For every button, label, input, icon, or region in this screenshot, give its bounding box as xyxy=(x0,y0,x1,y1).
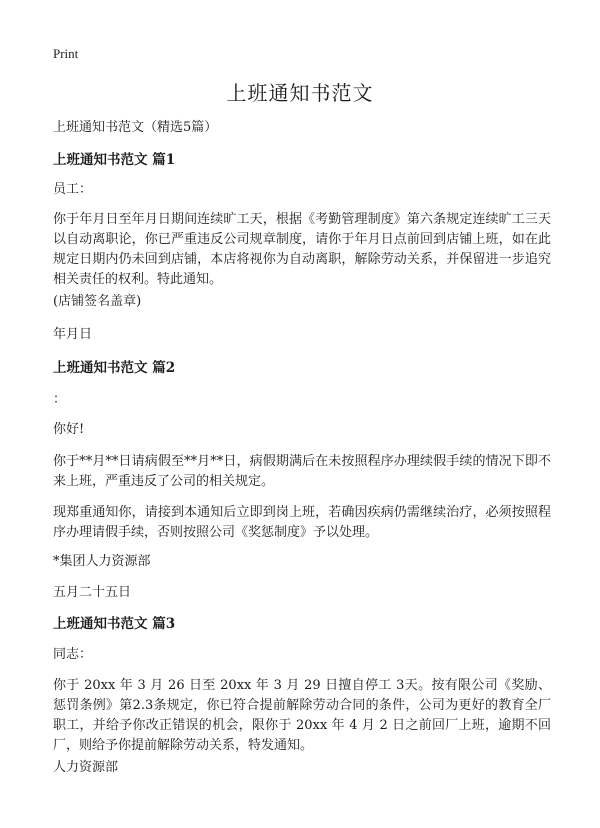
signature: *集团人力资源部 xyxy=(53,554,151,569)
signature: 人力资源部 xyxy=(53,760,119,775)
section-heading: 上班通知书范文 篇1 xyxy=(53,152,176,168)
section-heading: 上班通知书范文 篇2 xyxy=(53,360,176,376)
document-title: 上班通知书范文 xyxy=(226,81,374,105)
document-subtitle: 上班通知书范文（精选5篇） xyxy=(53,120,218,135)
paragraph: 你于年月日至年月日期间连续旷工天，根据《考勤管理制度》第六条规定连续旷工三天以自动离职论，你已严重违反公司规章制度，请你于年月日点前回到店铺上班，如在此规定日期内仍未回到店铺，本店将视你为自动离职，解除劳动关系，并保留进一步追究相关责任的权利。特此通知。 xyxy=(53,212,551,287)
paragraph: 现郑重通知你，请接到本通知后立即到岗上班，若确因疾病仍需继续治疗，必须按照程序办理请假手续，否则按照公司《奖惩制度》予以处理。 xyxy=(53,505,551,540)
salutation: ： xyxy=(53,392,67,407)
print-link[interactable]: Print xyxy=(53,46,79,61)
signature: (店铺签名盖章) xyxy=(53,294,142,309)
section-heading: 上班通知书范文 篇3 xyxy=(53,616,176,632)
paragraph: 你于 20xx 年 3 月 26 日至 20xx 年 3 月 29 日擅自停工 3天。按有限公司《奖励、惩罚条例》第2.3条规定，你已符合提前解除劳动合同的条件，公司为更好的教育全厂职工，并给予你改正错误的机会，限你于 20xx 年 4 月 2 日之前回厂上班，逾期不回厂，则给予你提前解除劳动关系，特发通知。 xyxy=(53,678,551,753)
date: 五月二十五日 xyxy=(53,585,132,600)
paragraph: 你于**月**日请病假至**月**日，病假期满后在未按照程序办理续假手续的情况下即不来上班，严重违反了公司的相关规定。 xyxy=(53,454,551,489)
date: 年月日 xyxy=(53,327,93,342)
greeting: 你好! xyxy=(53,422,85,437)
salutation: 同志： xyxy=(53,647,93,662)
salutation: 员工： xyxy=(53,182,93,197)
